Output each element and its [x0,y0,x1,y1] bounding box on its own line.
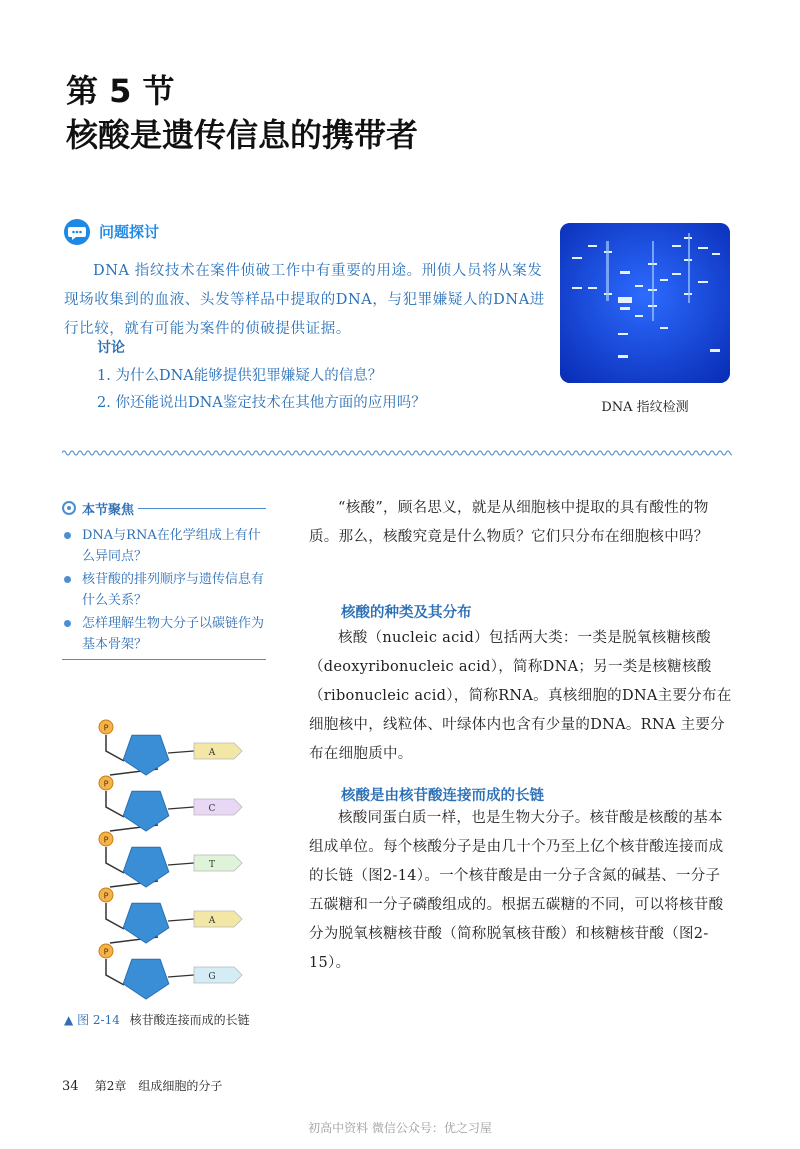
phosphodiester-bond [106,959,124,985]
phosphodiester-bond [106,791,124,817]
base-tag [194,743,242,759]
sugar-pentagon [123,847,169,887]
focus-item-text: 核苷酸的排列顺序与遗传信息有什么关系？ [82,572,265,608]
base-tag [194,855,242,871]
phosphate-label: P [103,723,109,733]
inquiry-paragraph: DNA 指纹技术在案件侦破工作中有重要的用途。刑侦人员将从案发现场收集到的血液、头发等样品中提取的DNA，与犯罪嫌疑人的DNA进行比较，就有可能为案件的侦破提供证据。 [64,263,545,337]
focus-title: 本节聚焦 [82,502,135,518]
bullet-icon [64,576,71,583]
focus-item [82,525,272,567]
phosphate-label: P [103,779,109,789]
phosphodiester-bond [106,847,124,873]
chain-paragraph: 核酸同蛋白质一样，也是生物大分子。核苷酸是核酸的基本组成单位。每个核酸分子是由几十个乃至上亿个核苷酸连接而成的长链（图2-14）。一个核苷酸是由一分子含氮的碱基、一分子五碳糖和一分子磷酸组成的。根据五碳糖的不同，可以将核苷酸分为脱氧核糖核苷酸（简称脱氧核苷酸）和核糖核苷酸（图2-15）。 [309,810,724,971]
phosphodiester-bond [106,735,124,761]
focus-rule [138,508,266,509]
focus-header [62,498,266,518]
focus-item-text: 怎样理解生物大分子以碳链作为基本骨架？ [82,616,265,652]
base-tag [194,799,242,815]
sugar-pentagon [123,959,169,999]
dna-fingerprint-photo [560,223,730,383]
caption-triangle-icon: ▲ [64,1013,74,1027]
sugar-pentagon [123,735,169,775]
figure-number: 图 2-14 [77,1013,120,1027]
inquiry-title: 问题探讨 [99,223,160,241]
section-number: 第 5 节 [66,72,175,110]
nucleotide-chain-figure [90,715,260,1005]
heading-types-distribution: 核酸的种类及其分布 [341,605,472,621]
base-bond [168,807,194,809]
intro-paragraph: “核酸”，顾名思义，就是从细胞核中提取的具有酸性的物质。那么，核酸究竟是什么物质？它们只分布在细胞核中吗？ [309,500,709,545]
base-label: T [208,860,216,870]
phosphate-label: P [103,891,109,901]
base-label: G [208,972,216,982]
base-bond [168,975,194,977]
focus-target-icon [62,501,76,515]
base-label: A [208,748,216,758]
base-bond [168,751,194,753]
figure-caption-text: 核苷酸连接而成的长链 [129,1013,250,1027]
phosphate-label: P [103,947,109,957]
discussion-question-1: 1. 为什么DNA能够提供犯罪嫌疑人的信息？ [97,368,383,384]
phosphodiester-bond [106,903,124,929]
speech-bubble-icon [64,219,90,245]
bullet-icon [64,532,71,539]
base-bond [168,863,194,865]
watermark: 初高中资料 微信公众号：优之习屋 [308,1121,492,1135]
base-bond [168,919,194,921]
page-footer [62,1077,222,1094]
figure-caption [64,1011,250,1028]
wave-divider [62,448,732,458]
base-label: A [208,916,216,926]
base-tag [194,911,242,927]
heading-nucleotide-chain: 核酸是由核苷酸连接而成的长链 [341,788,544,804]
base-label: C [208,804,216,814]
phosphate-label: P [103,835,109,845]
sugar-pentagon [123,903,169,943]
photo-caption: DNA 指纹检测 [601,400,689,415]
sugar-pentagon [123,791,169,831]
base-tag [194,967,242,983]
chapter-title: 第2章 组成细胞的分子 [94,1079,223,1093]
focus-item [82,569,272,611]
discussion-label: 讨论 [97,340,125,356]
page-number: 34 [62,1079,79,1094]
focus-item-text: DNA与RNA在化学组成上有什么异同点？ [82,528,261,564]
types-paragraph: 核酸（nucleic acid）包括两大类：一类是脱氧核糖核酸（deoxyribonucleic acid），简称DNA；另一类是核糖核酸（ribonucleic acid），简称RNA。真核细胞的DNA主要分布在细胞核中，线粒体、叶绿体内也含有少量的DNA。RNA 主要分布在细胞质中。 [309,630,732,762]
bullet-icon [64,620,71,627]
focus-item [82,613,272,655]
section-title: 核酸是遗传信息的携带者 [66,116,419,154]
discussion-question-2: 2. 你还能说出DNA鉴定技术在其他方面的应用吗？ [97,395,426,411]
focus-bottom-rule [62,659,266,660]
